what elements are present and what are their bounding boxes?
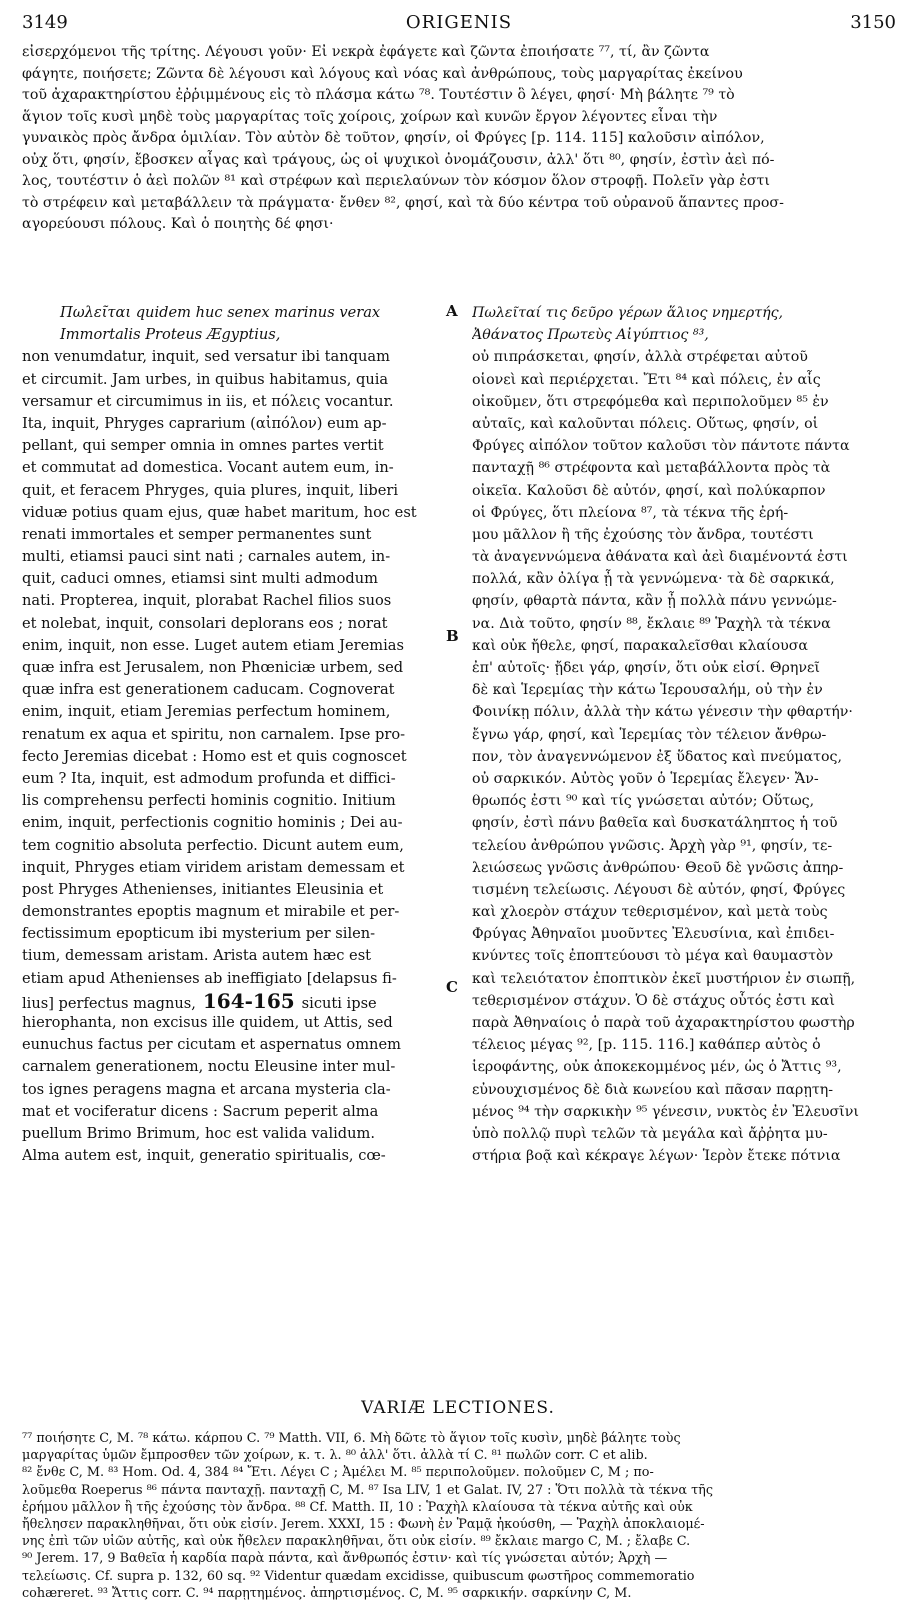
note-line: ἤθελησεν παρακληθῆναι, ὅτι οὐκ εἰσίν. Jerem. XXXI, 15 : Φωνὴ ἐν Ῥαμᾷ ἠκούσθη, — Ῥαχὴλ ἀποκλαιομέ- xyxy=(22,1516,705,1532)
latin-text-line: renati immortales et semper permanentes sunt xyxy=(22,525,372,543)
latin-text-line: etiam apud Athenienses ab ineffigiato [delapsus fi- xyxy=(22,969,397,987)
latin-text-line: post Phryges Athenienses, initiantes Eleusinia et xyxy=(22,880,384,898)
latin-text-line: quæ infra est Jerusalem, non Phœniciæ urbem, sed xyxy=(22,659,404,676)
left-column-number: 3149 xyxy=(22,12,68,33)
latin-text-line: quæ infra est generationem caducam. Cognoverat xyxy=(22,681,395,699)
note-line: cohæreret. ⁹³ Ἄττις corr. C. ⁹⁴ παρῃτημένος. ἀπηρτισμένος. C, M. ⁹⁵ σαρκικήν. σαρκίνην C, M. xyxy=(22,1585,632,1601)
intro-line: λος, τουτέστιν ὁ ἀεὶ πολῶν ⁸¹ καὶ στρέφων καὶ περιελαύνων τὸν κόσμον ὅλον στροφῇ. Πολεῖν γὰρ ἐστι xyxy=(22,173,770,189)
greek-text-line: τελείου ἀνθρώπου γνῶσις. Ἀρχὴ γὰρ ⁹¹, φησίν, τε- xyxy=(472,837,833,854)
greek-text-line: τέλειος μέγας ⁹², [p. 115. 116.] καθάπερ αὐτὸς ὁ xyxy=(472,1037,821,1054)
intro-line: ἅγιον τοῖς κυσὶ μηδὲ τοὺς μαργαρίτας τοῖς χοίροις, χοίρων καὶ κυνῶν ἔργον λέγοντες εἶναι τὴν xyxy=(22,108,718,125)
greek-text-line: Φοινίκῃ πόλιν, ἀλλὰ τὴν κάτω γένεσιν τὴν φθαρτήν· xyxy=(472,704,853,721)
latin-text-line: hierophanta, non excisus ille quidem, ut Attis, sed xyxy=(22,1014,393,1031)
latin-text-line: fectissimum epopticum ibi mysterium per silen- xyxy=(22,925,376,943)
latin-text-line: versamur et circumimus in iis, et πόλεις vocantur. xyxy=(22,392,394,410)
intro-line: αγορεύουσι πόλους. Καὶ ὁ ποιητὴς δέ φησι· xyxy=(22,216,334,232)
greek-text-line: πον, τὸν ἀναγεννώμενον ἐξ ὕδατος καὶ πνεύματος, xyxy=(472,748,842,765)
latin-text-line: et commutat ad domestica. Vocant autem eum, in- xyxy=(22,459,394,477)
greek-text-line: να. Διὰ τοῦτο, φησίν ⁸⁸, ἔκλαιε ⁸⁹ Ῥαχὴλ τὰ τέκνα xyxy=(472,615,831,632)
latin-verse-line: Πωλεῖται quidem huc senex marinus verax xyxy=(60,304,381,321)
latin-text-line: puellum Brimo Brimum, hoc est valida validum. xyxy=(22,1124,376,1142)
note-line: τελείωσις. Cf. supra p. 132, 60 sq. ⁹² Videntur quædam excidisse, quibuscum φωστῆρος commemoratio xyxy=(22,1568,695,1584)
greek-text-line: τὰ ἀναγεννώμενα ἀθάνατα καὶ ἀεὶ διαμένοντά ἐστι xyxy=(472,549,848,566)
intro-line: γυναικὸς πρὸς ἄνδρα ὁμιλίαν. Τὸν αὐτὸν δὲ τοῦτον, φησίν, οἱ Φρύγες [p. 114. 115] καλοῦσιν αἰπόλον, xyxy=(22,130,765,146)
latin-text-line: pellant, qui semper omnia in omnes partes vertit xyxy=(22,437,384,455)
greek-column xyxy=(472,302,894,1167)
latin-text-line: renatum ex aqua et spiritu, non carnalem. Ipse pro- xyxy=(22,725,406,743)
greek-text-line: πανταχῇ ⁸⁶ στρέφοντα καὶ μεταβάλλοντα πρὸς τὰ xyxy=(472,460,831,477)
latin-text-line: enim, inquit, non esse. Luget autem etiam Jeremias xyxy=(22,636,404,654)
greek-text-line: τεθερισμένον στάχυν. Ὁ δὲ στάχυς οὗτός ἐστι καὶ xyxy=(472,992,835,1009)
intro-line: τοῦ ἀχαρακτηρίστου ἐῤῥιμμένους εἰς τὸ πλάσμα κάτω ⁷⁸. Τουτέστιν ὃ λέγει, φησί· Μὴ βάλητε ⁷⁹ τὸ xyxy=(22,87,735,103)
latin-text xyxy=(22,346,440,1167)
greek-text-line: φησίν, φθαρτὰ πάντα, κἂν ᾖ πολλὰ πάνυ γεννώμε- xyxy=(472,593,837,610)
greek-text-line: στήρια βοᾷ καὶ κέκραγε λέγων· Ἱερὸν ἔτεκε πότνια xyxy=(472,1148,841,1165)
greek-text-line: καὶ τελειότατον ἐποπτικὸν ἐκεῖ μυστήριον ἐν σιωπῇ, xyxy=(472,970,856,987)
intro-line: τὸ στρέφειν καὶ μεταβάλλειν τὰ πράγματα· ἔνθεν ⁸², φησί, καὶ τὰ δύο κέντρα τοῦ οὐρανοῦ ἅπαντες προσ- xyxy=(22,194,784,211)
variae-lectiones-notes xyxy=(22,1430,894,1602)
margin-marker-a: A xyxy=(446,302,458,320)
latin-text-line: enim, inquit, etiam Jeremias perfectum hominem, xyxy=(22,703,391,721)
latin-text-line: eunuchus factus per cicutam et aspernatus omnem xyxy=(22,1036,401,1054)
greek-text-line: κνύντες τοῖς ἐποπτεύουσι τὸ μέγα καὶ θαυμαστὸν xyxy=(472,948,834,965)
latin-text-line: lius] perfectus magnus, 164-165 sicuti ipse xyxy=(22,989,377,1012)
greek-text-line: εὐνουχισμένος δὲ διὰ κωνείου καὶ πᾶσαν παρῃτη- xyxy=(472,1081,834,1098)
intro-line: οὐχ ὅτι, φησίν, ἔβοσκεν αἶγας καὶ τράγους, ὡς οἱ ψυχικοὶ ὀνομάζουσιν, ἀλλ' ὅτι ⁸⁰, φησίν, ἐστὶν ἀεὶ πό- xyxy=(22,151,775,168)
greek-text xyxy=(472,346,894,1167)
right-column-number: 3150 xyxy=(850,12,896,33)
latin-text-line: et circumit. Jam urbes, in quibus habitamus, quia xyxy=(22,370,389,388)
latin-text-line: quit, et feracem Phryges, quia plures, inquit, liberi xyxy=(22,481,398,499)
note-line: νης ἐπὶ τῶν υἱῶν αὐτῆς, καὶ οὐκ ἤθελεν παρακληθῆναι, ὅτι οὐκ εἰσίν. ⁸⁹ ἔκλαιε margo C, M. ; ἔλαβε C. xyxy=(22,1534,691,1550)
latin-text-line: lis comprehensu perfecti hominis cognitio. Initium xyxy=(22,792,396,810)
greek-text-line: οἰκεῖα. Καλοῦσι δὲ αὐτόν, φησί, καὶ πολύκαρπον xyxy=(472,482,826,499)
greek-text-line: λειώσεως γνῶσις ἀνθρώπου· Θεοῦ δὲ γνῶσις ἀπηρ- xyxy=(472,859,844,876)
latin-text-line: quit, caduci omnes, etiamsi sint multi admodum xyxy=(22,570,378,588)
latin-text-line: non venumdatur, inquit, sed versatur ibi tanquam xyxy=(22,348,390,366)
latin-text-line: nati. Propterea, inquit, plorabat Rachel filios suos xyxy=(22,592,392,610)
margin-marker-b: B xyxy=(446,627,459,645)
greek-text-line: οἱονεὶ καὶ περιέρχεται. Ἔτι ⁸⁴ καὶ πόλεις, ἐν αἷς xyxy=(472,371,821,388)
latin-text-line: multi, etiamsi pauci sint nati ; carnales autem, in- xyxy=(22,548,391,566)
note-line: ⁹⁰ Jerem. 17, 9 Βαθεῖα ἡ καρδία παρὰ πάντα, καὶ ἄνθρωπός ἐστιν· καὶ τίς γνώσεται αὐτόν; Ἀρχὴ — xyxy=(22,1551,668,1567)
latin-column xyxy=(22,302,440,1167)
greek-text-line: δὲ καὶ Ἱερεμίας τὴν κάτω Ἱερουσαλήμ, οὐ τὴν ἐν xyxy=(472,682,823,699)
greek-text-line: οἰκοῦμεν, ὅτι στρεφόμεθα καὶ περιπολοῦμεν ⁸⁵ ἐν xyxy=(472,393,829,410)
note-line: μαργαρίτας ὑμῶν ἔμπροσθεν τῶν χοίρων, κ. τ. λ. ⁸⁰ ἀλλ' ὅτι. ἀλλὰ τί C. ⁸¹ πωλῶν corr. C et alib. xyxy=(22,1448,648,1464)
latin-verse-line: Immortalis Proteus Ægyptius, xyxy=(60,326,281,344)
note-line: ⁷⁷ ποιήσητε C, M. ⁷⁸ κάτω. κάρπου C. ⁷⁹ Matth. VII, 6. Μὴ δῶτε τὸ ἅγιον τοῖς κυσὶν, μηδὲ βάλητε τοὺς xyxy=(22,1431,681,1446)
intro-line: φάγητε, ποιήσετε; Ζῶντα δὲ λέγουσι καὶ λόγους καὶ νόας καὶ ἀνθρώπους, τοὺς μαργαρίτας ἐκείνου xyxy=(22,65,743,82)
running-head xyxy=(22,12,896,38)
greek-text-line: οἱ Φρύγες, ὅτι πλείονα ⁸⁷, τὰ τέκνα τῆς ἐρή- xyxy=(472,504,789,521)
greek-text-line: καὶ χλοερὸν στάχυν τεθερισμένον, καὶ μετὰ τοὺς xyxy=(472,904,828,921)
greek-text-line: Φρύγας Ἀθηναῖοι μυοῦντες Ἐλευσίνια, καὶ ἐπιδει- xyxy=(472,926,835,943)
greek-text-line: Φρύγες αἰπόλον τοῦτον καλοῦσι τὸν πάντοτε πάντα xyxy=(472,438,850,455)
greek-text-line: ἱεροφάντης, οὐκ ἀποκεκομμένος μέν, ὡς ὁ Ἄττις ⁹³, xyxy=(472,1059,842,1076)
greek-text-line: οὐ σαρκικόν. Αὐτὸς γοῦν ὁ Ἱερεμίας ἔλεγεν· Ἄν- xyxy=(472,770,819,787)
greek-text-line: φησίν, ἐστὶ πάνυ βαθεῖα καὶ δυσκατάληπτος ἡ τοῦ xyxy=(472,815,838,832)
greek-verse-line: Πωλεῖταί τις δεῦρο γέρων ἅλιος νημερτής, xyxy=(472,305,784,321)
latin-text-line: tem cognitio absoluta perfectio. Dicunt autem eum, xyxy=(22,836,404,854)
greek-text-line: μένος ⁹⁴ τὴν σαρκικὴν ⁹⁵ γένεσιν, νυκτὸς ἐν Ἐλευσῖνι xyxy=(472,1103,859,1120)
greek-verse-line: Ἀθάνατος Πρωτεὺς Αἰγύπτιος ⁸³, xyxy=(472,327,709,344)
intro-line: εἰσερχόμενοι τῆς τρίτης. Λέγουσι γοῦν· Εἰ νεκρὰ ἐφάγετε καὶ ζῶντα ἐποιήσατε ⁷⁷, τί, ἂν ζῶντα xyxy=(22,44,710,60)
note-line: λοῦμεθα Roeperus ⁸⁶ πάντα πανταχῇ. πανταχῇ C, M. ⁸⁷ Isa LIV, 1 et Galat. IV, 27 : Ὅτι πολλὰ τὰ τέκνα τῆς xyxy=(22,1482,713,1498)
note-line: ⁸² ἔνθε C, M. ⁸³ Hom. Od. 4, 384 ⁸⁴ Ἔτι. Λέγει C ; Ἀμέλει M. ⁸⁵ περιπολοῦμεν. πολοῦμεν C, M ; πο- xyxy=(22,1465,654,1481)
greek-text-line: παρὰ Ἀθηναίοις ὁ παρὰ τοῦ ἀχαρακτηρίστου φωστὴρ xyxy=(472,1015,855,1031)
folio-after-text: sicuti ipse xyxy=(301,994,377,1012)
note-line: ἐρήμου μᾶλλον ἢ τῆς ἐχούσης τὸν ἄνδρα. ⁸⁸ Cf. Matth. II, 10 : Ῥαχὴλ κλαίουσα τὰ τέκνα αὐτῆς καὶ οὐκ xyxy=(22,1499,693,1515)
greek-text-line: μου μᾶλλον ἢ τῆς ἐχούσης τὸν ἄνδρα, τουτέστι xyxy=(472,526,814,543)
latin-text-line: carnalem generationem, noctu Eleusine inter mul- xyxy=(22,1058,396,1076)
latin-text-line: Ita, inquit, Phryges caprarium (αἰπόλον) eum ap- xyxy=(22,414,387,432)
greek-text-line: οὐ πιπράσκεται, φησίν, ἀλλὰ στρέφεται αὐτοῦ xyxy=(472,349,808,366)
latin-text-line: tos ignes peragens magna et arcana mysteria cla- xyxy=(22,1080,391,1098)
latin-text-line: viduæ potius quam ejus, quæ habet maritum, hoc est xyxy=(22,503,417,521)
folio-marker: 164-165 xyxy=(195,989,302,1012)
latin-text-line: inquit, Phryges etiam viridem aristam demessam et xyxy=(22,858,405,876)
greek-text-line: πολλά, κἂν ὀλίγα ᾖ τὰ γεννώμενα· τὰ δὲ σαρκικά, xyxy=(472,571,835,588)
margin-marker-c: C xyxy=(446,978,458,996)
latin-text-line: Alma autem est, inquit, generatio spiritualis, cœ- xyxy=(22,1147,386,1165)
latin-text-line: tium, demessam aristam. Arista autem hæc est xyxy=(22,947,372,965)
latin-text-line: enim, inquit, perfectionis cognitio hominis ; Dei au- xyxy=(22,814,403,832)
greek-text-line: ἐπ' αὐτοῖς· ᾔδει γάρ, φησίν, ὅτι οὐκ εἰσί. Θρηνεῖ xyxy=(472,660,820,676)
greek-text-line: ὑπὸ πολλῷ πυρὶ τελῶν τὰ μεγάλα καὶ ἄῤῥητα μυ- xyxy=(472,1125,828,1142)
latin-text-line: mat et vociferatur dicens : Sacrum peperit alma xyxy=(22,1102,379,1120)
latin-text-line: demonstrantes epoptis magnum et mirabile et per- xyxy=(22,903,400,921)
latin-text-line: et nolebat, inquit, consolari deplorans eos ; norat xyxy=(22,614,388,632)
variae-lectiones-title: VARIÆ LECTIONES. xyxy=(361,1398,555,1418)
page-title: ORIGENIS xyxy=(405,12,513,33)
greek-text-line: αὐταῖς, καὶ καλοῦνται πόλεις. Οὕτως, φησίν, οἱ xyxy=(472,415,819,432)
intro-paragraph xyxy=(22,42,894,236)
greek-text-line: ἔγνω γάρ, φησί, καὶ Ἱερεμίας τὸν τέλειον ἄνθρω- xyxy=(472,726,827,743)
latin-text-line: fecto Jeremias dicebat : Homo est et quis cognoscet xyxy=(22,747,407,765)
greek-text-line: καὶ οὐκ ἤθελε, φησί, παρακαλεῖσθαι κλαίουσα xyxy=(472,637,809,654)
greek-text-line: τισμένη τελείωσις. Λέγουσι δὲ αὐτόν, φησί, Φρύγες xyxy=(472,881,846,898)
latin-text-line: eum ? Ita, inquit, est admodum profunda et diffici- xyxy=(22,769,396,787)
greek-text-line: θρωπός ἐστι ⁹⁰ καὶ τίς γνώσεται αὐτόν; Οὕτως, xyxy=(472,793,815,810)
